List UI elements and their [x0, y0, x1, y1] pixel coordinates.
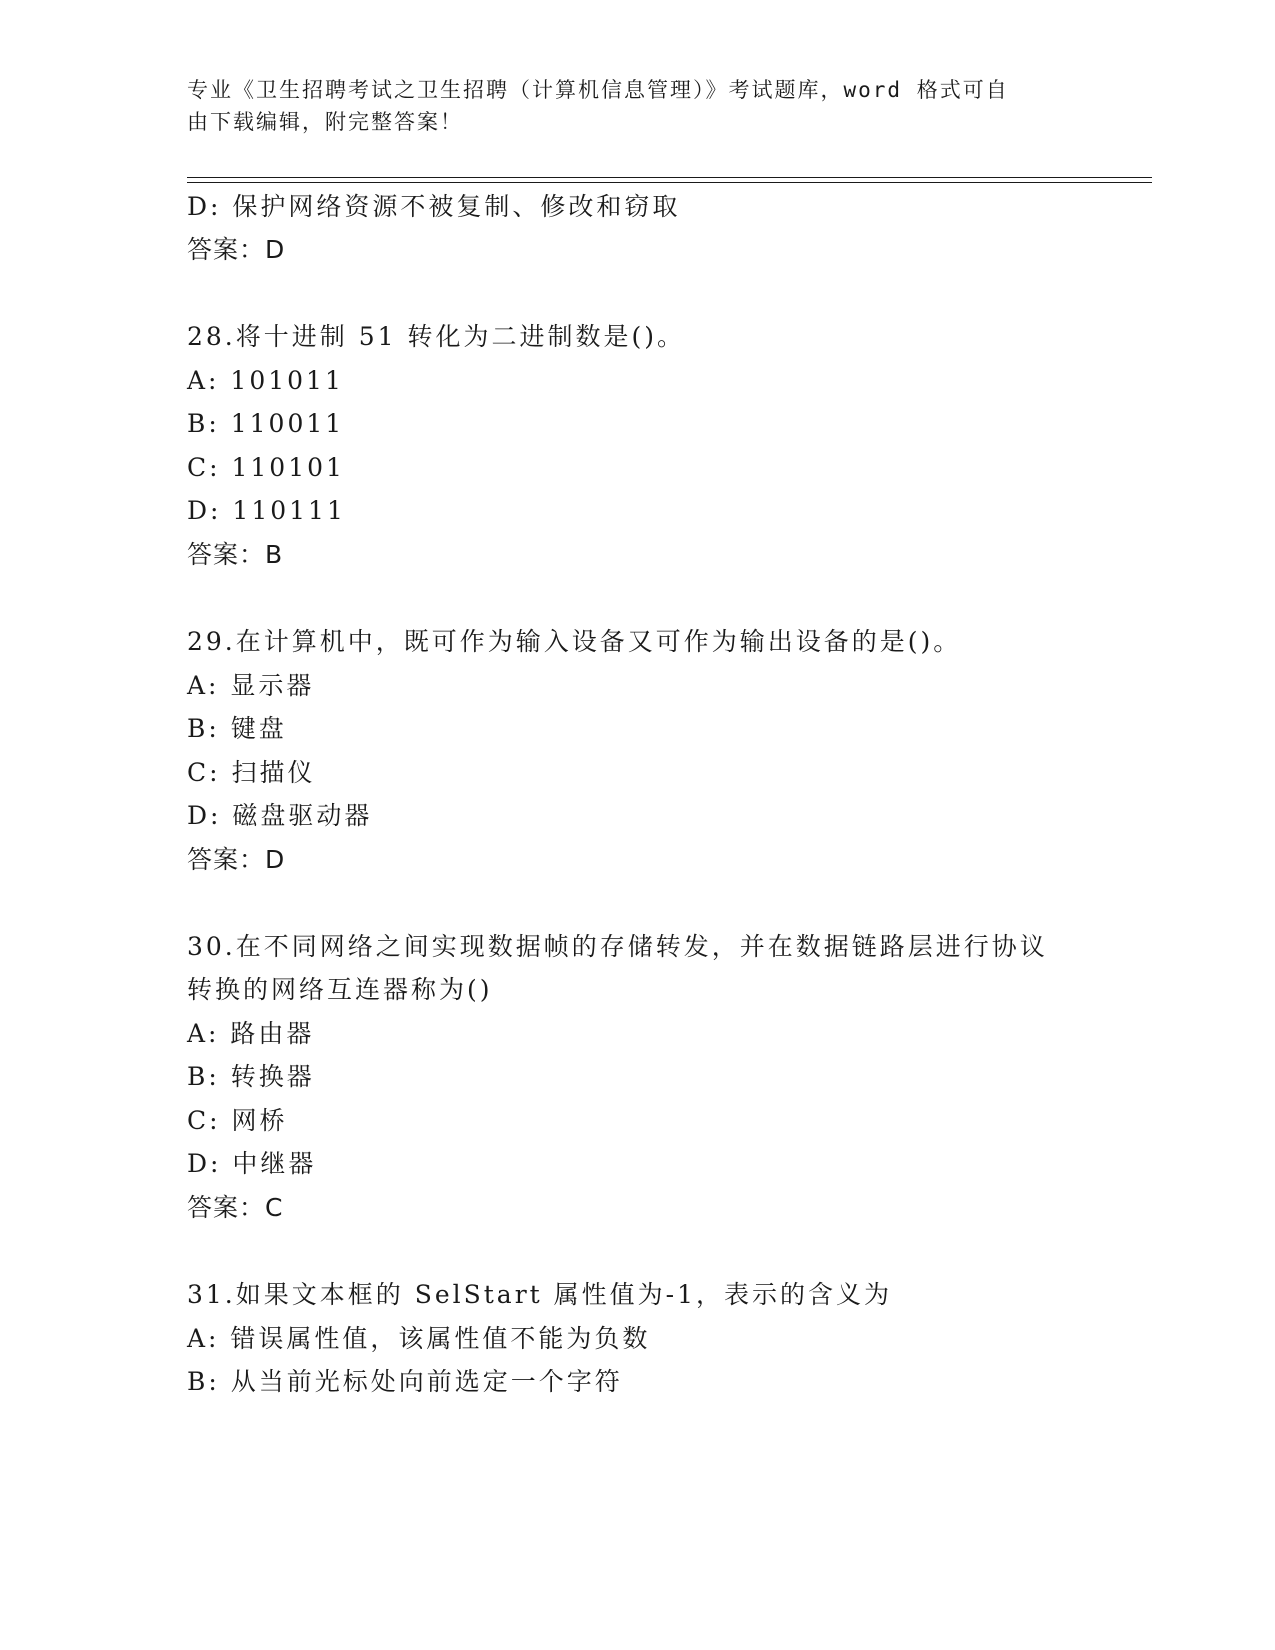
question-29-answer: 答案：D	[187, 845, 286, 874]
question-30-stem-line-2: 转换的网络互连器称为()	[187, 975, 493, 1004]
question-30-answer: 答案：C	[187, 1193, 284, 1222]
question-30-option-a: A: 路由器	[187, 1019, 315, 1048]
question-29-option-a: A: 显示器	[187, 671, 315, 700]
header-divider-top	[187, 177, 1152, 178]
question-28-option-a: A: 101011	[187, 366, 344, 395]
question-31-option-a: A: 错误属性值，该属性值不能为负数	[187, 1324, 651, 1353]
question-28-option-b: B: 110011	[187, 409, 345, 438]
question-29-option-b: B: 键盘	[187, 714, 287, 743]
prev-answer: 答案：D	[187, 235, 286, 264]
header-line-2: 由下载编辑，附完整答案！	[187, 110, 463, 134]
question-29-option-c: C: 扫描仪	[187, 758, 316, 787]
prev-option-d: D: 保护网络资源不被复制、修改和窃取	[187, 192, 681, 221]
header-divider-bottom	[187, 182, 1152, 183]
question-28-stem: 28.将十进制 51 转化为二进制数是()。	[187, 322, 685, 351]
question-29-stem: 29.在计算机中，既可作为输入设备又可作为输出设备的是()。	[187, 627, 962, 656]
header-line-1: 专业《卫生招聘考试之卫生招聘（计算机信息管理）》考试题库，word 格式可自	[187, 78, 1009, 102]
question-30-option-c: C: 网桥	[187, 1106, 288, 1135]
document-header	[187, 74, 1067, 138]
question-30-option-b: B: 转换器	[187, 1062, 315, 1091]
question-28-answer: 答案：B	[187, 540, 284, 569]
question-31-option-b: B: 从当前光标处向前选定一个字符	[187, 1367, 623, 1396]
question-30-stem-line-1: 30.在不同网络之间实现数据帧的存储转发，并在数据链路层进行协议	[187, 932, 1048, 961]
question-31-stem: 31.如果文本框的 SelStart 属性值为-1，表示的含义为	[187, 1280, 892, 1309]
question-28-option-c: C: 110101	[187, 453, 345, 482]
question-29-option-d: D: 磁盘驱动器	[187, 801, 373, 830]
question-30-option-d: D: 中继器	[187, 1149, 317, 1178]
question-28-option-d: D: 110111	[187, 496, 346, 525]
